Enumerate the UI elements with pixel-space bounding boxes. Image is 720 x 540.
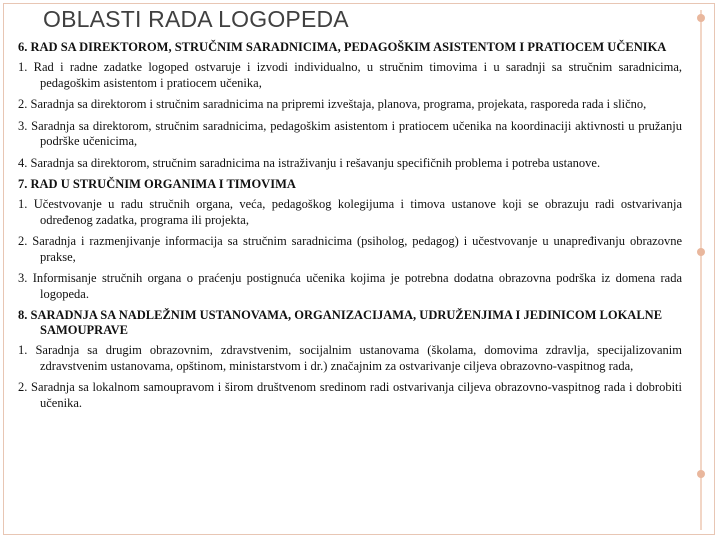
decorative-dot bbox=[697, 14, 705, 22]
list-item: 1. Rad i radne zadatke logoped ostvaruje i izvodi individualno, u stručnim timovima i u saradnji sa stručnim saradnicima, pedagoškim asistentom i pratiocem učenika, bbox=[18, 60, 682, 90]
list-item: 2. Saradnja sa direktorom i stručnim saradnicima na pripremi izveštaja, planova, programa, projekata, rasporeda rada i slično, bbox=[18, 97, 647, 111]
section-heading-8: 8. SARADNJA SA NADLEŽNIM USTANOVAMA, ORGANIZACIJAMA, UDRUŽENJIMA I JEDINICOM LOKALNE SAMOUPRAVE bbox=[18, 308, 663, 337]
list-item: 2. Saradnja i razmenjivanje informacija sa stručnim saradnicima (psiholog, pedagog) i učestvovanje u unapređivanju obrazovne prakse, bbox=[18, 234, 682, 264]
list-item: 1. Saradnja sa drugim obrazovnim, zdravstvenim, socijalnim ustanovama (školama, domovima zdravlja, specijalizovanim zdravstvenim ustanovama, opštinom, ministarstvom i dr.) značajnim za ostvarivanje ciljeva obrazovno-vaspitnog rada, bbox=[18, 343, 682, 373]
slide-title: OBLASTI RADA LOGOPEDA bbox=[43, 6, 349, 32]
decorative-dot bbox=[697, 248, 705, 256]
section-heading-6: 6. RAD SA DIREKTOROM, STRUČNIM SARADNICIMA, PEDAGOŠKIM ASISTENTOM I PRATIOCEM UČENIKA bbox=[18, 40, 667, 54]
decorative-dot bbox=[697, 470, 705, 478]
list-item: 3. Informisanje stručnih organa o praćenju postignuća učenika kojima je potrebna dodatna obrazovna podrška iz domena rada logopeda. bbox=[18, 271, 682, 301]
list-item: 1. Učestvovanje u radu stručnih organa, veća, pedagoškog kolegijuma i timova ustanove koji se obrazuju radi ostvarivanja određenog zadatka, programa ili projekta, bbox=[18, 197, 682, 227]
list-item: 4. Saradnja sa direktorom, stručnim saradnicima na istraživanju i rešavanju specifičnih problema i potreba ustanove. bbox=[18, 155, 601, 170]
section-heading-7: 7. RAD U STRUČNIM ORGANIMA I TIMOVIMA bbox=[18, 177, 296, 191]
decorative-rule bbox=[700, 10, 702, 530]
slide-content bbox=[18, 40, 682, 417]
list-item: 2. Saradnja sa lokalnom samoupravom i širom društvenom sredinom radi ostvarivanja ciljeva obrazovno-vaspitnog rada i dobrobiti učenika. bbox=[18, 380, 682, 410]
list-item: 3. Saradnja sa direktorom, stručnim saradnicima, pedagoškim asistentom i pratiocem učenika na koordinaciji aktivnosti u pružanju podrške učenicima, bbox=[18, 118, 682, 148]
